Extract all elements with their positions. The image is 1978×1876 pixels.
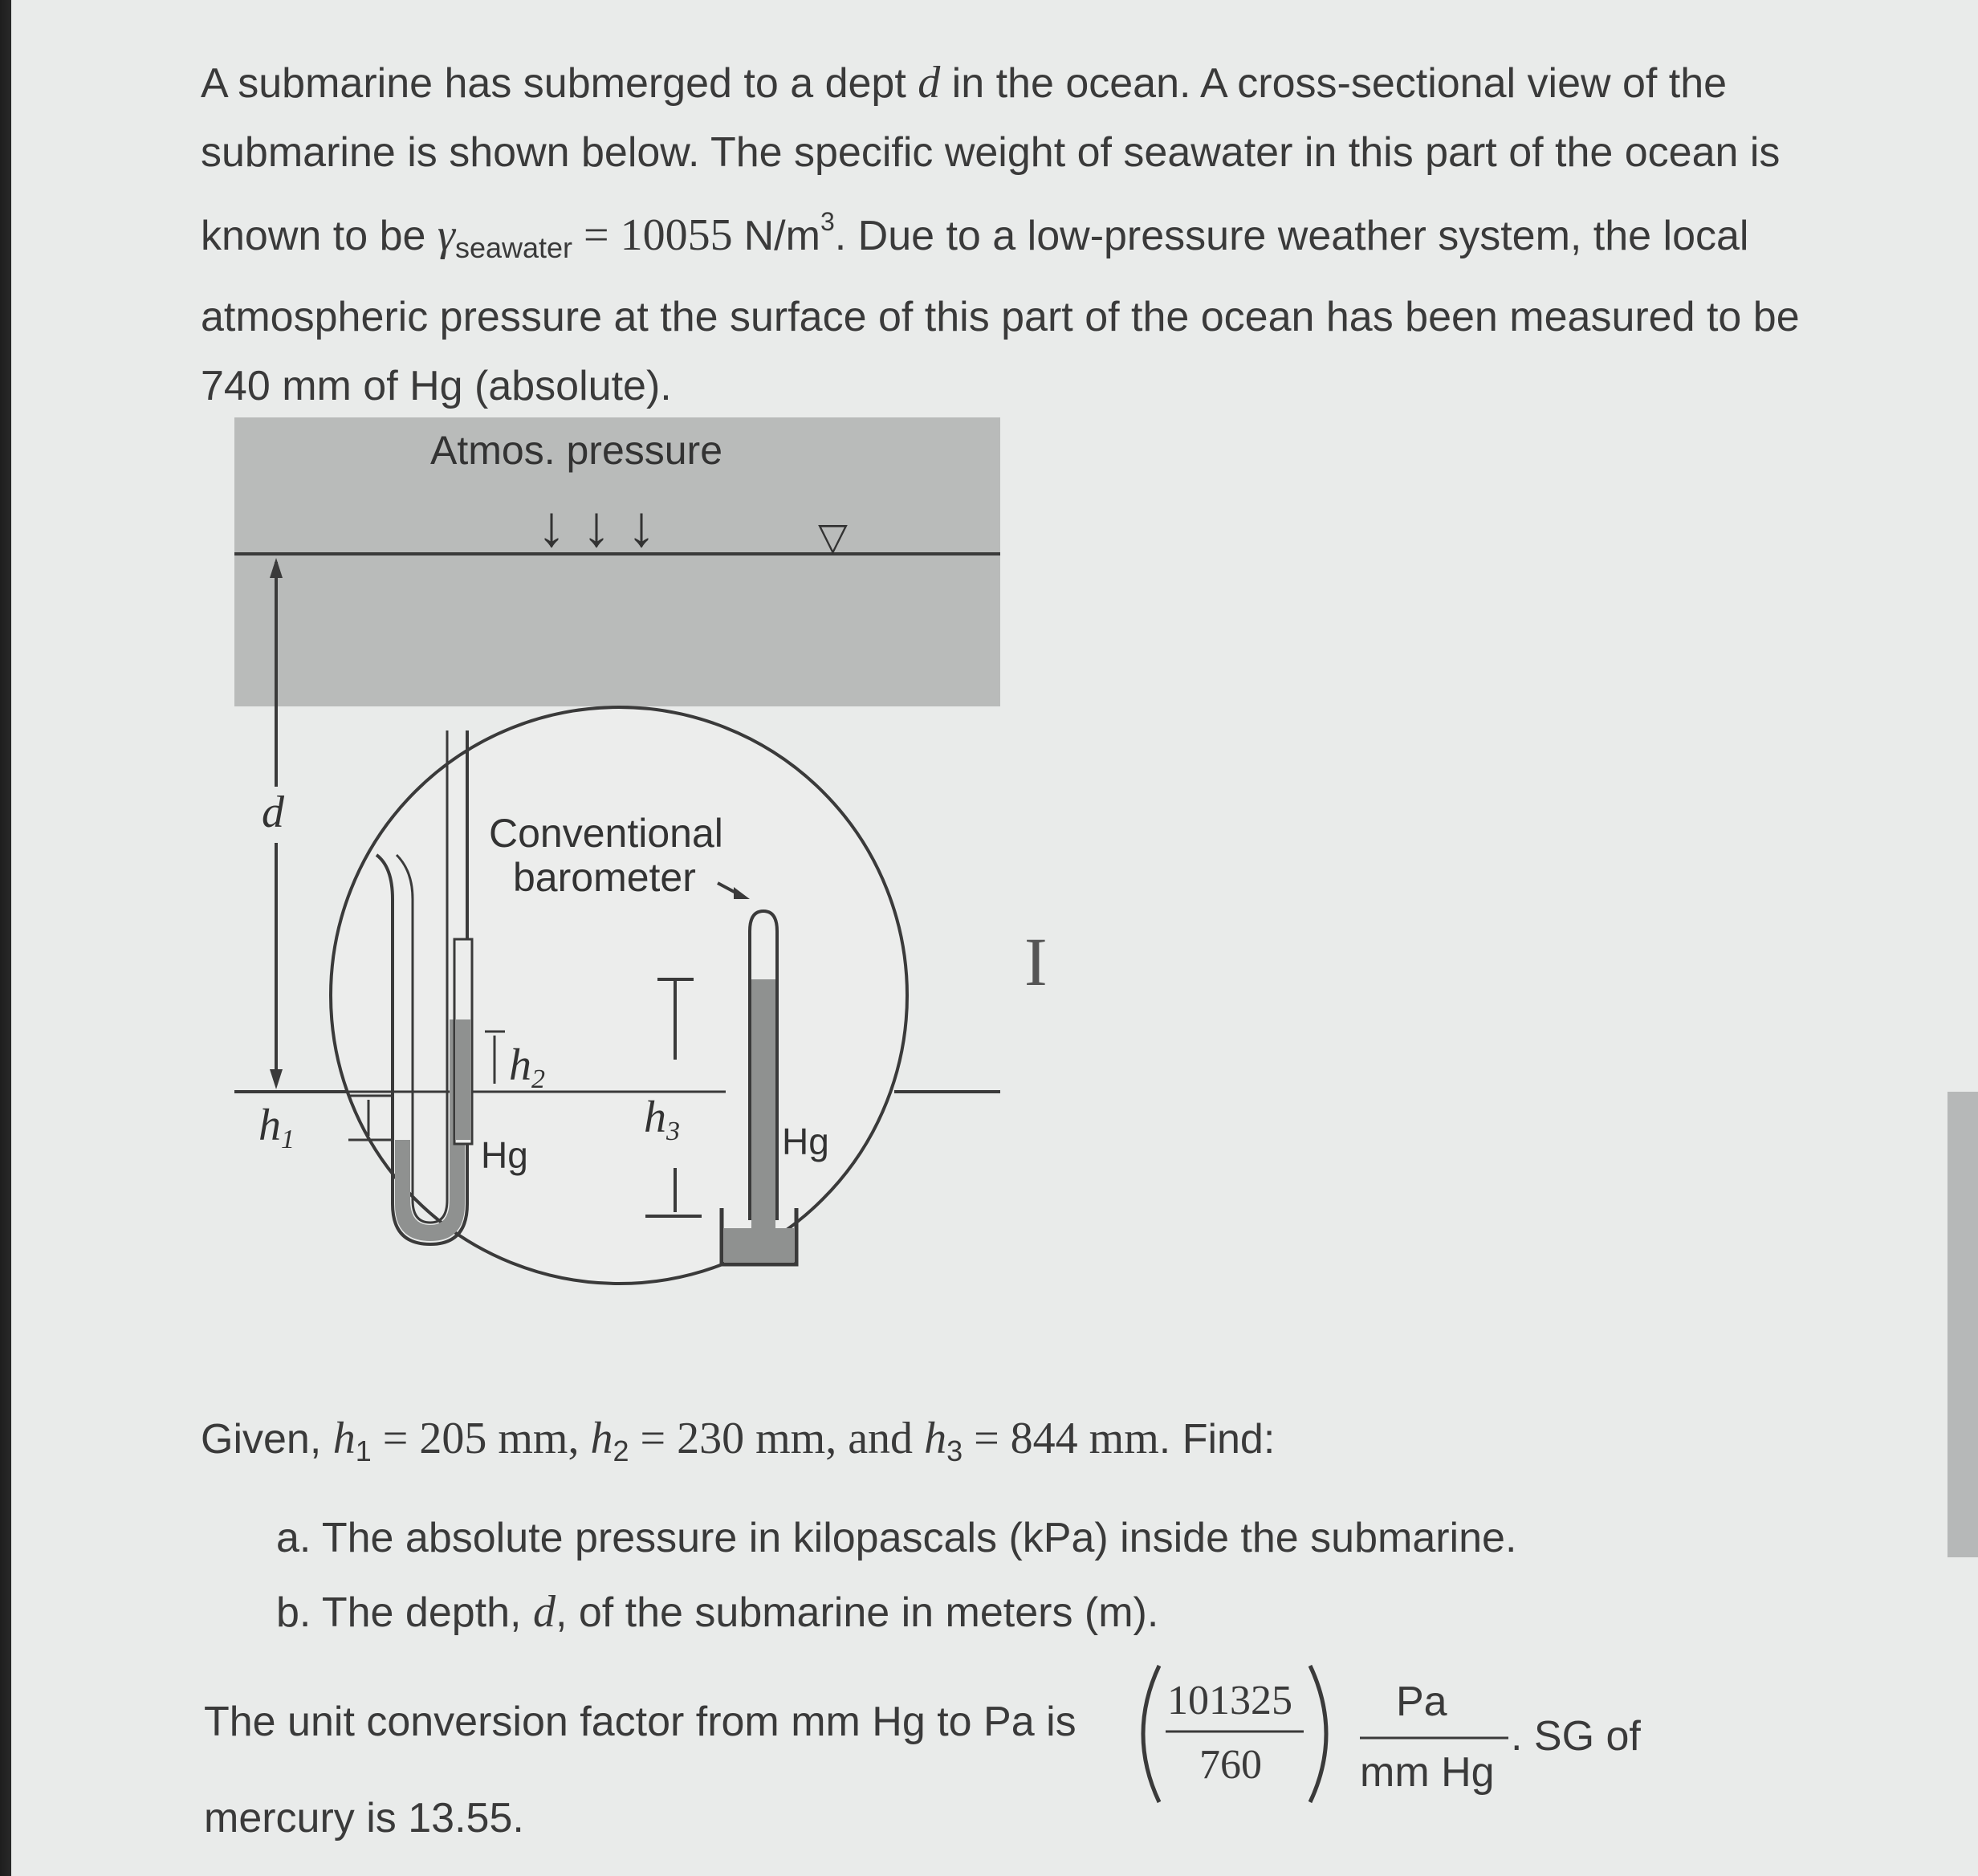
given-line: Given, $h_1 = 205$ mm, $h_2 = 230$ mm, and $h_3 = 844$ mm. Find: [201, 1414, 1276, 1467]
left-paren-icon [1143, 1666, 1159, 1802]
barometer-label-line1: Conventional [489, 811, 723, 856]
d-arrow-down-icon [270, 1069, 283, 1089]
submarine-figure [220, 417, 1103, 1389]
find-item-b: b. The depth, d, of the submarine in meters (m). [276, 1587, 1159, 1637]
hg-right-label: Hg [782, 1121, 829, 1162]
gamma-symbol: γ [437, 210, 455, 260]
var-d: d [918, 58, 941, 108]
gamma-exponent: 3 [820, 207, 835, 236]
reservoir-mercury [724, 1228, 794, 1263]
gamma-value: = 10055 [572, 210, 744, 260]
screen [11, 0, 1978, 1876]
hg-left-label: Hg [481, 1134, 528, 1176]
h2-label: h2 [509, 1040, 545, 1094]
conversion-factor [1127, 1658, 1866, 1810]
right-paren-icon [1310, 1666, 1326, 1802]
find-list [276, 1501, 1516, 1650]
submarine-hull [331, 707, 907, 1284]
h3-label: h3 [644, 1093, 680, 1146]
barometer-label-line2: barometer [513, 855, 696, 900]
conversion-factor-svg [1127, 1658, 1866, 1810]
text-cursor-icon: I [1024, 923, 1048, 1000]
problem-text [201, 48, 1822, 421]
conversion-tail: . SG of [1511, 1713, 1641, 1760]
atmos-arrows: ↓ ↓ ↓ [537, 494, 657, 559]
closed-tube-mercury [456, 1019, 470, 1140]
fraction-denominator: 760 [1199, 1742, 1262, 1788]
intro-paragraph: A submarine has submerged to a dept d in the ocean. A cross-sectional view of the submarine is shown below. The specific weight of seawater in this part of the ocean is known to be $\gamma_{seawater} = 10055$ $N/m^3$. Due to a low-pressure weather system, the local atmospheric pressure at the surface of this part of the ocean has been measured to be 740 mm of Hg (absolute). [201, 58, 1800, 409]
atmos-pressure-label: Atmos. pressure [430, 428, 723, 473]
surface-symbol: ▽ [818, 516, 848, 559]
conversion-text: The unit conversion factor from mm Hg to Pa is [204, 1699, 1077, 1745]
barometer-mercury-column [751, 979, 775, 1236]
conversion-line2: mercury is 13.55. [204, 1795, 524, 1841]
figure-svg [220, 417, 1103, 1389]
gamma-subscript: seawater [454, 231, 573, 264]
unit-numerator: Pa [1396, 1679, 1447, 1725]
find-item-a: a. The absolute pressure in kilopascals (kPa) inside the submarine. [276, 1515, 1517, 1561]
fraction-numerator: 101325 [1167, 1678, 1292, 1723]
scrollbar-edge[interactable] [1947, 1092, 1978, 1557]
unit-denominator: mm Hg [1360, 1749, 1495, 1796]
gamma-unit: N/m [743, 213, 820, 259]
h1-label: h1 [258, 1101, 295, 1154]
d-label: d [262, 787, 284, 837]
